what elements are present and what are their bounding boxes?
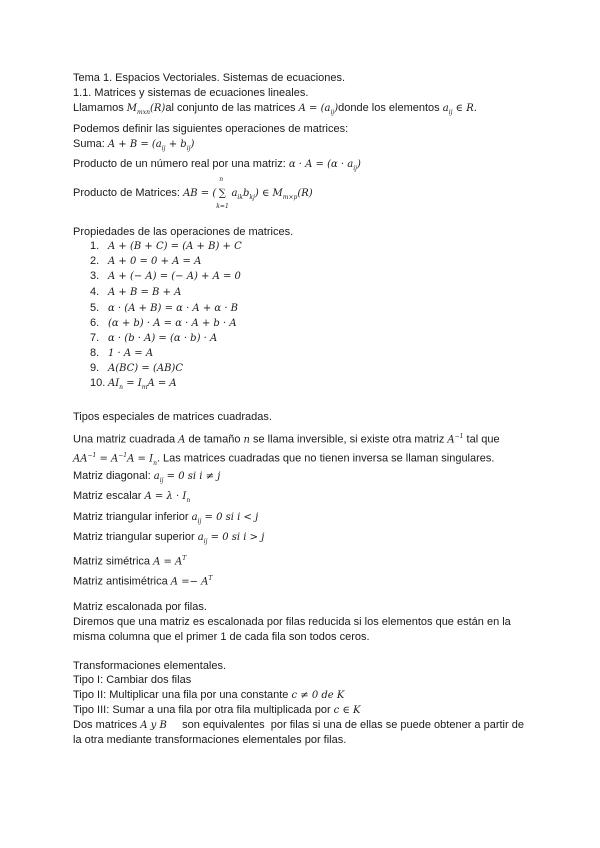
property-formula-c: A = A — [147, 378, 177, 389]
inv2-text: . Las matrices cuadradas que no tienen inversa se llaman singulares. — [156, 452, 495, 465]
property-formula: A(BC) = (AB)C — [108, 363, 183, 374]
escalonada-title: Matriz escalonada por filas. — [73, 601, 207, 613]
producto-real-line — [73, 157, 361, 176]
property-num: 6. — [90, 317, 100, 329]
suma-label: Suma: — [73, 138, 108, 150]
inv1-m3: A — [447, 434, 455, 446]
antisimetrica-sup: T — [208, 575, 213, 582]
property-formula: A + 0 = 0 + A = A — [108, 256, 202, 267]
property-num: 2. — [90, 255, 100, 267]
producto-real-end: ) — [357, 159, 361, 170]
escalonada-text-2: misma columna que el primer 1 de cada fila son todos ceros. — [73, 631, 370, 643]
sum-bottom: k=1 — [216, 203, 229, 210]
tipo2-math: c ≠ 0 de K — [291, 690, 345, 701]
triang-inf-m2: = 0 si i < j — [201, 512, 259, 523]
property-formula: (α + b) · A = α · A + b · A — [108, 318, 237, 329]
property-formula: α · (b · A) = (α · b) · A — [108, 333, 218, 344]
simetrica-line — [73, 552, 186, 570]
tipo3-text: Tipo III: Sumar a una fila por otra fila multiplicada por — [73, 704, 334, 716]
tipo2-line — [73, 688, 344, 703]
property-num: 9. — [90, 362, 100, 374]
escalar-m1: A = λ · I — [144, 491, 187, 502]
tipo1-line: Tipo I: Cambiar dos filas — [73, 674, 192, 686]
triang-sup-m1: a — [197, 532, 204, 543]
intro-math-d: ) — [334, 103, 339, 114]
intro-sub-a: mxn — [137, 109, 150, 117]
property-item — [90, 285, 181, 300]
equiv-b: son equivalentes por filas si una de ellas se puede obtener a partir de — [166, 719, 524, 731]
property-item — [90, 269, 241, 284]
summation — [216, 176, 229, 210]
pm-formula-e: (R) — [297, 188, 313, 199]
diagonal-label: Matriz diagonal: — [73, 470, 154, 482]
sum-symbol: ∑ — [218, 188, 226, 199]
intro-sub-c: ij — [330, 109, 335, 117]
property-num: 7. — [90, 332, 100, 344]
antisimetrica-label: Matriz antisimétrica — [73, 575, 171, 588]
producto-matrices-label: Producto de Matrices: — [73, 187, 184, 199]
inv2-m3: A = I — [127, 453, 154, 465]
intro-line — [73, 101, 477, 120]
suma-sub2: ij — [186, 145, 191, 153]
pm-formula-b: a — [228, 188, 238, 199]
inv1-b: de tamaño — [185, 433, 244, 446]
inv2-m2: = A — [96, 453, 119, 465]
inv1-sup: −1 — [454, 433, 464, 440]
property-item — [90, 346, 153, 361]
intro-math-a: M — [126, 103, 138, 114]
antisimetrica-m1: A =− A — [170, 576, 209, 588]
property-num: 10. — [90, 377, 106, 389]
suma-line — [73, 137, 194, 156]
property-formula: A + B = B + A — [108, 287, 182, 298]
inv1-d: tal que — [463, 433, 500, 446]
simetrica-label: Matriz simétrica — [73, 555, 154, 568]
property-num: 4. — [90, 286, 100, 298]
producto-real-sub: ij — [353, 165, 358, 173]
property-formula: 1 · A = A — [108, 348, 154, 359]
triang-inf-line — [73, 510, 258, 529]
inv2-m1: AA — [73, 453, 88, 465]
inv1-m2: n — [243, 434, 250, 446]
diagonal-m2: = 0 si i ≠ j — [163, 471, 221, 482]
escalar-sub: n — [186, 497, 191, 505]
inv1-c: se llama inversible, si existe otra matriz — [249, 433, 448, 446]
property-sub1: n — [119, 384, 124, 392]
diagonal-m1: a — [153, 471, 160, 482]
inv2-sub: n — [153, 459, 157, 467]
ops-intro: Podemos definir las siguientes operaciones de matrices: — [73, 123, 349, 135]
sum-top: n — [219, 176, 224, 183]
tipo3-line — [73, 703, 361, 718]
tipo2-text: Tipo II: Multiplicar una fila por una constante — [73, 689, 292, 701]
triang-inf-sub: ij — [197, 518, 202, 526]
props-title: Propiedades de las operaciones de matrices. — [73, 226, 294, 238]
simetrica-m1: A = A — [153, 556, 183, 568]
pm-sub2: kj — [249, 194, 255, 202]
property-item — [90, 254, 201, 269]
triang-sup-m2: = 0 si i > j — [207, 532, 265, 543]
diagonal-line — [73, 469, 220, 488]
transf-title: Transformaciones elementales. — [73, 660, 227, 672]
diagonal-sub: ij — [159, 477, 164, 485]
property-item — [90, 331, 217, 346]
inv1-a: Una matriz cuadrada — [73, 433, 179, 446]
property-num: 5. — [90, 302, 100, 314]
equivalentes-line-2: la otra mediante transformaciones elementales por filas. — [73, 734, 347, 746]
antisimetrica-line — [73, 572, 212, 590]
property-formula: α · (A + B) = α · A + α · B — [108, 303, 239, 314]
intro-text-c: donde los elementos — [338, 102, 443, 114]
equiv-m: A y B — [140, 720, 167, 731]
property-formula: A + (− A) = (− A) + A = 0 — [108, 271, 241, 282]
inversa-line-1 — [73, 430, 500, 448]
inv2-sup2: −1 — [118, 452, 128, 459]
property-num: 1. — [90, 240, 100, 252]
intro-math-f: ∈ R. — [452, 103, 477, 114]
property-sub2: m — [141, 384, 148, 392]
intro-math-e: a — [442, 103, 449, 114]
producto-real-label: Producto de un número real por una matriz: — [73, 158, 289, 170]
property-formula-b: = I — [123, 378, 142, 389]
pm-formula-a: AB = ( — [183, 188, 217, 199]
suma-formula: A + B = (a — [107, 139, 162, 150]
intro-math-c: A = (a — [298, 103, 331, 114]
inv2-sup1: −1 — [87, 452, 97, 459]
producto-real-formula: α · A = (α · a — [288, 159, 354, 170]
tipo3-math: c ∈ K — [333, 705, 361, 716]
doc-title: Tema 1. Espacios Vectoriales. Sistemas de ecuaciones. — [73, 72, 346, 84]
suma-mid: + b — [165, 139, 187, 150]
doc-subtitle: 1.1. Matrices y sistemas de ecuaciones lineales. — [73, 87, 309, 99]
triang-sup-label: Matriz triangular superior — [73, 531, 198, 543]
triang-sup-line — [73, 530, 264, 549]
property-num: 3. — [90, 270, 100, 282]
property-item — [90, 301, 238, 316]
pm-formula-d: ) ∈ M — [254, 188, 283, 199]
property-num: 8. — [90, 347, 100, 359]
inv1-m1: A — [178, 434, 186, 446]
escalar-line — [73, 489, 190, 508]
triang-sup-sub: ij — [203, 538, 208, 546]
property-item — [90, 376, 177, 395]
pm-sub3: m×p — [282, 194, 298, 202]
tipos-title: Tipos especiales de matrices cuadradas. — [73, 411, 272, 423]
property-item — [90, 361, 183, 376]
property-item — [90, 239, 242, 254]
triang-inf-label: Matriz triangular inferior — [73, 511, 192, 523]
equiv-a: Dos matrices — [73, 719, 141, 731]
intro-text-b: al conjunto de las matrices — [165, 102, 299, 114]
suma-end: ) — [190, 139, 195, 150]
pm-formula-c: b — [242, 188, 250, 199]
producto-matrices-line — [73, 176, 313, 210]
simetrica-sup: T — [182, 555, 187, 562]
inversa-line-2 — [73, 449, 494, 471]
triang-inf-m1: a — [191, 512, 198, 523]
property-formula: A + (B + C) = (A + B) + C — [108, 241, 242, 252]
intro-text-a: Llamamos — [73, 102, 127, 114]
intro-math-b: (R) — [149, 103, 166, 114]
pm-sub1: ik — [237, 194, 243, 202]
intro-sub-e: ij — [448, 109, 453, 117]
property-formula-a: AI — [108, 378, 120, 389]
equivalentes-line-1 — [73, 718, 524, 733]
suma-sub1: ij — [161, 145, 166, 153]
escalar-label: Matriz escalar — [73, 490, 145, 502]
escalonada-text-1: Diremos que una matriz es escalonada por filas reducida si los elementos que están en la — [73, 616, 511, 628]
property-item — [90, 316, 237, 331]
